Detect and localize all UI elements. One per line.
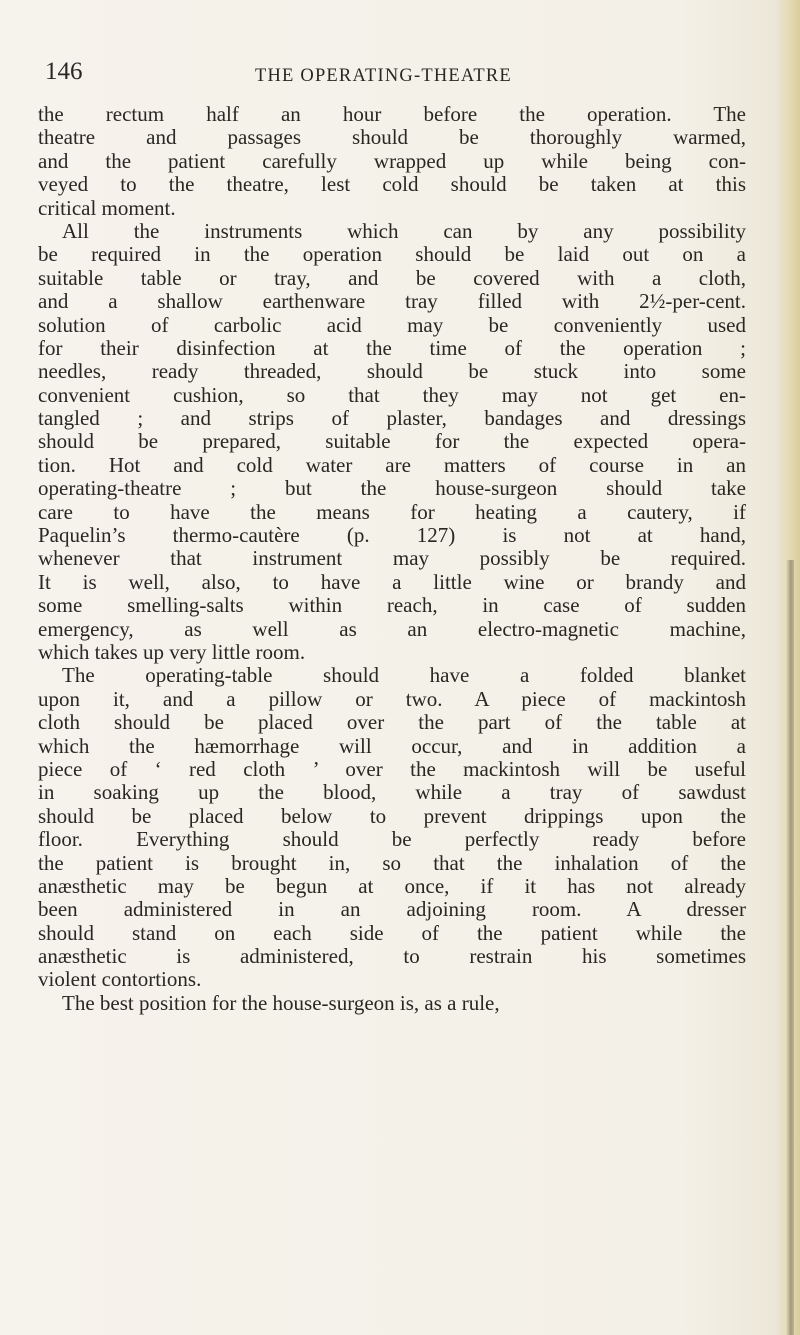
- text-line: should stand on each side of the patient while the: [38, 920, 746, 945]
- text-line: veyed to the theatre, lest cold should be taken at this: [38, 172, 746, 197]
- page-number: 146: [45, 58, 83, 85]
- text-line: tion. Hot and cold water are matters of course in an: [38, 452, 746, 477]
- text-line: piece of ‘ red cloth ’ over the mackintosh will be useful: [38, 756, 746, 781]
- text-line: convenient cushion, so that they may not get en-: [38, 382, 746, 407]
- text-line: for their disinfection at the time of the operation ;: [38, 335, 746, 360]
- text-line: whenever that instrument may possibly be required.: [38, 546, 746, 571]
- text-line: emergency, as well as an electro-magnetic machine,: [38, 616, 746, 641]
- text-line: theatre and passages should be thoroughly warmed,: [38, 125, 746, 150]
- binding-shadow: [786, 560, 794, 1335]
- text-line: operating-theatre ; but the house-surgeon should take: [38, 476, 746, 501]
- text-line: and the patient carefully wrapped up while being con-: [38, 148, 746, 173]
- text-line: The best position for the house-surgeon is, as a rule,: [62, 990, 500, 1015]
- text-line: cloth should be placed over the part of the table at: [38, 710, 746, 735]
- text-line: should be placed below to prevent drippings upon the: [38, 803, 746, 828]
- text-line: care to have the means for heating a cautery, if: [38, 499, 746, 524]
- text-line: critical moment.: [38, 195, 176, 220]
- text-line: needles, ready threaded, should be stuck into some: [38, 359, 746, 384]
- text-line: Paquelin’s thermo-cautère (p. 127) is not at hand,: [38, 523, 746, 548]
- text-line: anæsthetic may be begun at once, if it has not already: [38, 873, 746, 898]
- text-line: violent contortions.: [38, 967, 202, 992]
- text-line: and a shallow earthenware tray filled with 2½-per-cent.: [38, 289, 746, 314]
- text-line: All the instruments which can by any possibility: [62, 218, 746, 243]
- text-line: suitable table or tray, and be covered with a cloth,: [38, 265, 746, 290]
- body-text: [38, 103, 746, 1015]
- text-line: the rectum half an hour before the operation. The: [38, 102, 746, 126]
- text-line: the patient is brought in, so that the inhalation of the: [38, 850, 746, 875]
- text-line: be required in the operation should be laid out on a: [38, 242, 746, 267]
- text-line: tangled ; and strips of plaster, bandages and dressings: [38, 406, 746, 431]
- text-line: upon it, and a pillow or two. A piece of mackintosh: [38, 686, 746, 711]
- text-line: in soaking up the blood, while a tray of sawdust: [38, 780, 746, 805]
- text-line: floor. Everything should be perfectly ready before: [38, 827, 746, 852]
- text-line: some smelling-salts within reach, in case of sudden: [38, 593, 746, 618]
- text-line: which takes up very little room.: [38, 639, 306, 664]
- text-line: which the hæmorrhage will occur, and in addition a: [38, 733, 746, 758]
- running-head: THE OPERATING-THEATRE: [255, 66, 512, 86]
- page-header: [0, 58, 800, 94]
- text-line: been administered in an adjoining room. A dresser: [38, 897, 746, 922]
- text-line: solution of carbolic acid may be conveniently used: [38, 312, 746, 337]
- text-line: should be prepared, suitable for the expected opera-: [38, 429, 746, 454]
- text-line: anæsthetic is administered, to restrain his sometimes: [38, 944, 746, 969]
- text-line: It is well, also, to have a little wine or brandy and: [38, 569, 746, 594]
- text-line: The operating-table should have a folded blanket: [62, 663, 746, 688]
